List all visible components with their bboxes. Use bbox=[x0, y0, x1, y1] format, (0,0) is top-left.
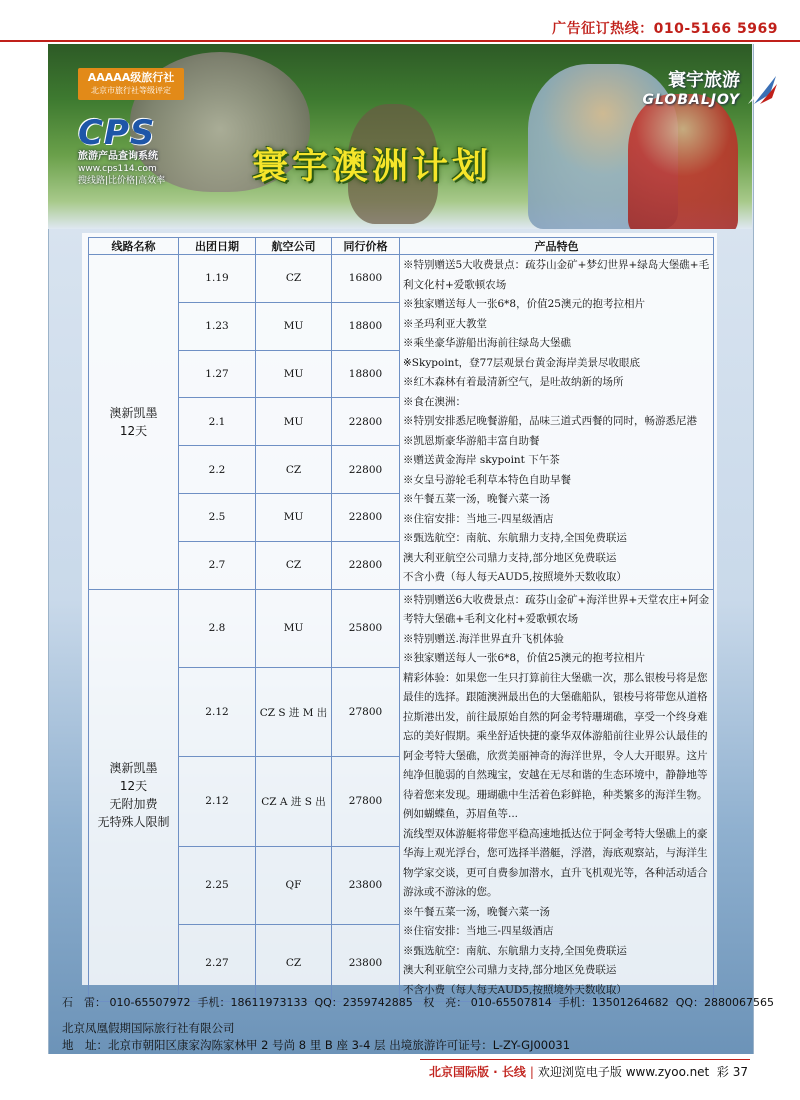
col-header-price: 同行价格 bbox=[332, 238, 400, 255]
airline-code: MU bbox=[256, 302, 332, 350]
contact-phone: 010-65507972 bbox=[109, 996, 191, 1009]
contact-name: 石 雷： bbox=[62, 996, 106, 1009]
rating-label: AAAAA级旅行社 bbox=[87, 71, 175, 84]
airline-code: MU bbox=[256, 398, 332, 446]
contact-mobile-label: 手机： bbox=[558, 996, 592, 1009]
route-duration: 12天 bbox=[119, 423, 148, 438]
route-name-line: 澳新凯墨 bbox=[109, 405, 158, 420]
contact-qq: 2880067565 bbox=[704, 996, 775, 1009]
col-header-route: 线路名称 bbox=[89, 238, 179, 255]
page-headline: 寰宇澳洲计划 bbox=[252, 146, 493, 187]
feature-line: 澳大利亚航空公司鼎力支持,部分地区免费联运 bbox=[403, 964, 617, 976]
contact-mobile-label: 手机： bbox=[197, 996, 231, 1009]
feature-line: ※独家赠送每人一张6*8，价值25澳元的抱考拉相片 bbox=[403, 298, 645, 310]
trade-price: 23800 bbox=[332, 925, 400, 1002]
rating-source: 北京市旅行社等级评定 bbox=[91, 86, 171, 95]
ad-hotline: 广告征订热线：010-5166 5969 bbox=[552, 21, 778, 37]
feature-line: ※赠送黄金海岸 skypoint 下午茶 bbox=[403, 454, 560, 466]
trade-price: 25800 bbox=[332, 589, 400, 668]
feature-line: ※午餐五菜一汤，晚餐六菜一汤 bbox=[403, 905, 550, 918]
feature-line: ※红木森林有着最清新空气，是吐故纳新的场所 bbox=[403, 376, 624, 388]
feature-paragraph: 流线型双体游艇将带您平稳高速地抵达位于阿金考特大堡礁上的豪华海上观光浮台，您可选择半潜艇，浮潜，海底观察站，与海洋生物学家交谈，更可自费参加潜水，直升飞机观光等，各种活动适合游泳或不游泳的您。 bbox=[403, 827, 708, 898]
trade-price: 22800 bbox=[332, 493, 400, 541]
route-note: 无特殊人限制 bbox=[97, 815, 170, 830]
departure-date: 1.19 bbox=[179, 255, 256, 303]
footer-site: 欢迎浏览电子版 www.zyoo.net bbox=[537, 1065, 710, 1079]
feature-line: ※住宿安排：当地三-四星级酒店 bbox=[403, 512, 554, 525]
airline-code: QF bbox=[256, 846, 332, 925]
col-header-airline: 航空公司 bbox=[256, 238, 332, 255]
airline-code: CZ bbox=[256, 541, 332, 589]
trade-price: 23800 bbox=[332, 846, 400, 925]
footer-divider bbox=[420, 1059, 750, 1060]
airline-code: MU bbox=[256, 589, 332, 668]
wing-logo-icon bbox=[744, 66, 778, 106]
departure-date: 2.12 bbox=[179, 668, 256, 757]
feature-line: ※凯恩斯豪华游船丰富自助餐 bbox=[403, 434, 540, 447]
contact-name: 权 亮： bbox=[423, 996, 468, 1009]
feature-line: 不含小费（每人每天AUD5,按照境外天数收取） bbox=[403, 571, 627, 583]
departure-date: 2.12 bbox=[179, 757, 256, 846]
brand-name-en: GLOBALJOY bbox=[642, 92, 740, 108]
feature-line: ※圣玛利亚大教堂 bbox=[403, 317, 487, 330]
footer-section: 北京国际版 · 长线 bbox=[428, 1065, 526, 1079]
trade-price: 22800 bbox=[332, 446, 400, 494]
contact-qq-label: QQ： bbox=[675, 996, 705, 1009]
route-name-group-1 bbox=[89, 255, 179, 590]
cps-url: www.cps114.com bbox=[78, 164, 157, 174]
route-duration: 12天 bbox=[119, 779, 148, 794]
feature-paragraph: 精彩体验：如果您一生只打算前往大堡礁一次，那么银梭号将是您最佳的选择。跟随澳洲最出色的大堡礁船队，银梭号将带您从道格拉斯港出发，前往最原始自然的阿金考特珊瑚礁，享受一个终身难忘的美好假期。乘坐舒适快捷的豪华双体游船前往业界公认最佳的阿金考特大堡礁，欣赏美丽神奇的海洋世界，令人大开眼界。这片纯净但脆弱的自然瑰宝，安越在无尽和谐的生态环境中，静静地等待着您来发现。珊瑚礁中生活着色彩鲜艳，种类繁多的海洋生物。例如蝴蝶鱼，苏眉鱼等... bbox=[403, 671, 708, 820]
page-number: 彩 37 bbox=[716, 1065, 748, 1079]
trade-price: 16800 bbox=[332, 255, 400, 303]
trade-price: 27800 bbox=[332, 668, 400, 757]
contact-qq: 2359742885 bbox=[342, 996, 413, 1009]
table-row bbox=[89, 589, 714, 668]
departure-date: 2.7 bbox=[179, 541, 256, 589]
trade-price: 18800 bbox=[332, 302, 400, 350]
traveler-man-illustration bbox=[628, 94, 738, 229]
table-header-row bbox=[89, 238, 714, 255]
airline-code: MU bbox=[256, 350, 332, 398]
departure-date: 2.8 bbox=[179, 589, 256, 668]
departure-date: 1.23 bbox=[179, 302, 256, 350]
feature-line: ※独家赠送每人一张6*8，价值25澳元的抱考拉相片 bbox=[403, 652, 645, 664]
route-name-group-2 bbox=[89, 589, 179, 1002]
trade-price: 22800 bbox=[332, 398, 400, 446]
company-address: 地 址：北京市朝阳区康家沟陈家林甲 2 号尚 8 里 B 座 3-4 层 出境旅游许可证号：L-ZY-GJ00031 bbox=[62, 1038, 571, 1052]
contact-line bbox=[62, 994, 774, 1010]
feature-line: ※甄选航空：南航、东航鼎力支持,全国免费联运 bbox=[403, 944, 627, 957]
feature-line: ※特别赠送.海洋世界直升飞机体验 bbox=[403, 632, 564, 645]
route-note: 无附加费 bbox=[109, 797, 158, 812]
feature-line: ※住宿安排：当地三-四星级酒店 bbox=[403, 925, 554, 937]
feature-line: ※女皇号游轮毛利草本特色自助早餐 bbox=[403, 473, 571, 486]
table-row bbox=[89, 255, 714, 303]
brand-name-cn: 寰宇旅游 bbox=[668, 70, 740, 91]
airline-code: CZ bbox=[256, 446, 332, 494]
contact-qq-label: QQ： bbox=[314, 996, 343, 1009]
feature-line: ※甄选航空：南航、东航鼎力支持,全国免费联运 bbox=[403, 532, 627, 544]
top-divider bbox=[0, 40, 800, 42]
departure-date: 2.25 bbox=[179, 846, 256, 925]
feature-line: ※午餐五菜一汤，晚餐六菜一汤 bbox=[403, 493, 550, 505]
trade-price: 18800 bbox=[332, 350, 400, 398]
cps-logo: CPS bbox=[78, 113, 156, 153]
globaljoy-logo bbox=[643, 70, 740, 108]
features-group-2 bbox=[400, 589, 714, 1002]
company-name: 北京凤凰假期国际旅行社有限公司 bbox=[62, 1021, 235, 1035]
feature-line: ※特别赠送5大收费景点：疏芬山金矿+梦幻世界+绿岛大堡礁+毛利文化村+爱歌顿农场 bbox=[403, 259, 710, 291]
departure-date: 2.1 bbox=[179, 398, 256, 446]
departure-date: 2.5 bbox=[179, 493, 256, 541]
agency-rating-badge bbox=[78, 68, 184, 100]
cps-subtitle: 旅游产品查询系统 bbox=[78, 151, 158, 162]
contact-phone: 010-65507814 bbox=[470, 996, 552, 1009]
contact-mobile: 13501264682 bbox=[591, 996, 669, 1009]
features-group-1 bbox=[400, 255, 714, 590]
page-footer bbox=[429, 1063, 748, 1080]
itinerary-table bbox=[88, 237, 714, 1002]
route-name-line: 澳新凯墨 bbox=[109, 761, 158, 776]
trade-price: 22800 bbox=[332, 541, 400, 589]
feature-line: ※特别赠送6大收费景点：疏芬山金矿+海洋世界+天堂农庄+阿金考特大堡礁+毛利文化村+爱歌顿农场 bbox=[403, 593, 710, 625]
departure-date: 2.27 bbox=[179, 925, 256, 1002]
airline-code: MU bbox=[256, 493, 332, 541]
airline-code: CZ bbox=[256, 925, 332, 1002]
cps-tagline: 搜线路|比价格|高效率 bbox=[78, 176, 166, 186]
col-header-features: 产品特色 bbox=[400, 238, 714, 255]
feature-line: ※食在澳洲： bbox=[403, 395, 466, 408]
airline-code: CZ S 进 M 出 bbox=[256, 668, 332, 757]
feature-line: ※特别安排悉尼晚餐游船，品味三道式西餐的同时，畅游悉尼港 bbox=[403, 415, 697, 427]
col-header-date: 出团日期 bbox=[179, 238, 256, 255]
airline-code: CZ A 进 S 出 bbox=[256, 757, 332, 846]
departure-date: 1.27 bbox=[179, 350, 256, 398]
feature-line: 不含小费（每人每天AUD5,按照境外天数收取） bbox=[403, 983, 627, 996]
cps-logo-block bbox=[78, 113, 166, 187]
airline-code: CZ bbox=[256, 255, 332, 303]
trade-price: 27800 bbox=[332, 757, 400, 846]
feature-line: ※Skypoint，登77层观景台黄金海岸美景尽收眼底 bbox=[403, 356, 641, 369]
feature-line: 澳大利亚航空公司鼎力支持,部分地区免费联运 bbox=[403, 551, 617, 564]
feature-line: ※乘坐豪华游船出海前往绿岛大堡礁 bbox=[403, 337, 571, 349]
footer-separator: | bbox=[529, 1065, 534, 1079]
contact-mobile: 18611973133 bbox=[230, 996, 308, 1009]
departure-date: 2.2 bbox=[179, 446, 256, 494]
